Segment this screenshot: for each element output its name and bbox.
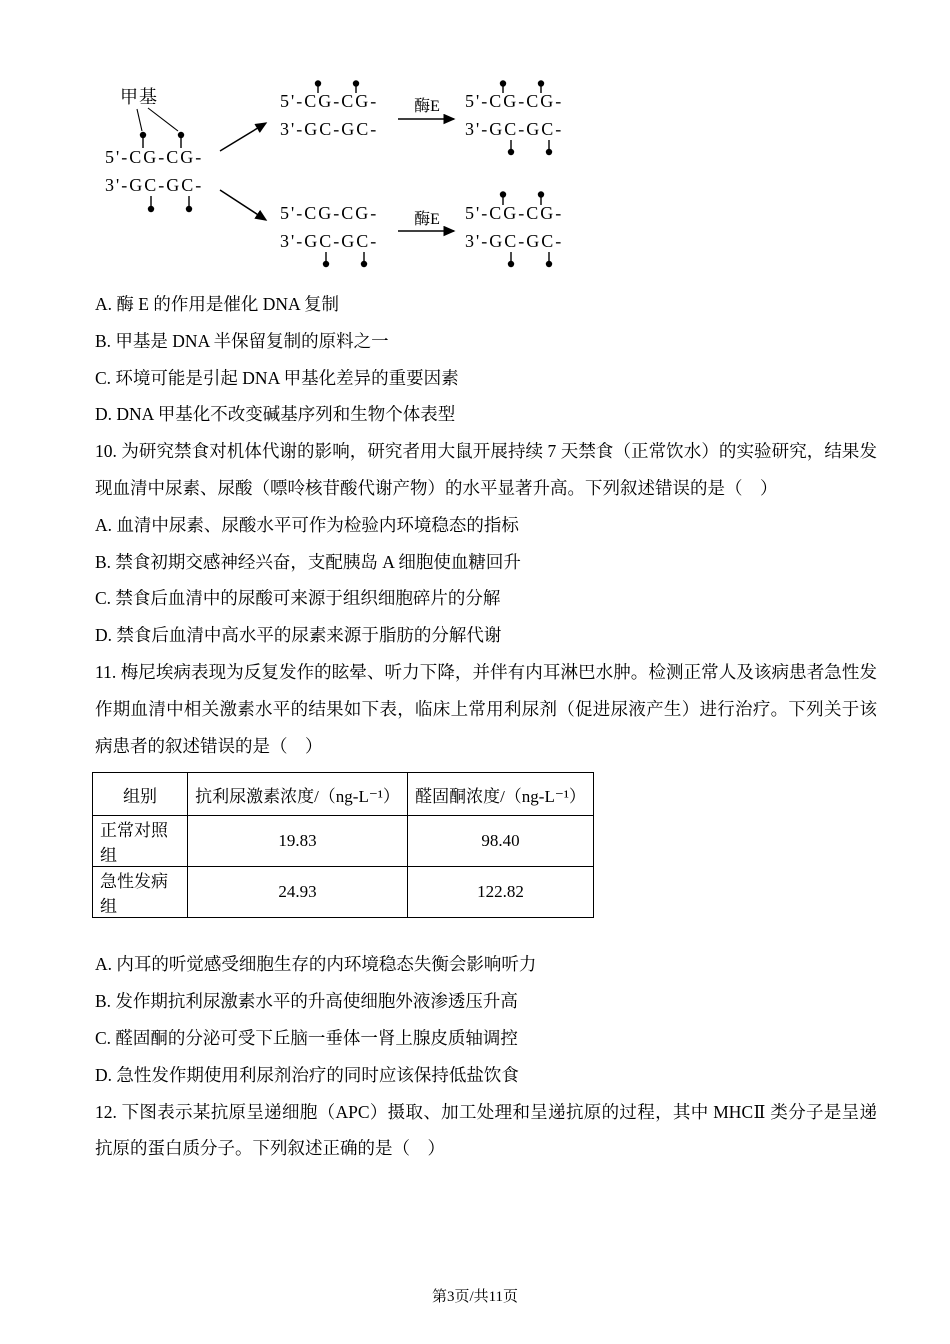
table-header-group: 组别	[93, 773, 188, 816]
strand-5-label: 5'-CG-CG-	[105, 147, 204, 167]
question-11-option-d: D. 急性发作期使用利尿剂治疗的同时应该保持低盐饮食	[95, 1064, 519, 1085]
methyl-pointer-line	[137, 109, 142, 131]
strand-3-label: 3'-GC-GC-	[105, 175, 204, 195]
methyl-mark-icon	[546, 140, 552, 155]
question-10-option-c: C. 禁食后血清中的尿酸可来源于组织细胞碎片的分解	[95, 588, 501, 609]
content-area	[95, 0, 877, 1167]
branch-arrow-bottom	[220, 190, 266, 220]
question-11-option-c: C. 醛固酮的分泌可受下丘脑一垂体一肾上腺皮质轴调控	[95, 1027, 518, 1048]
question-10-option-a: A. 血清中尿素、尿酸水平可作为检验内环境稳态的指标	[95, 514, 519, 535]
question-10-option-b: B. 禁食初期交感神经兴奋，支配胰岛 A 细胞使血糖回升	[95, 551, 521, 572]
table-header-adh: 抗利尿激素浓度/（ng-L⁻¹）	[188, 773, 408, 816]
hormone-table	[92, 772, 594, 918]
question-9-option-c: C. 环境可能是引起 DNA 甲基化差异的重要因素	[95, 367, 459, 388]
table-cell-group: 急性发病组	[93, 867, 188, 918]
question-9-option-a: A. 酶 E 的作用是催化 DNA 复制	[95, 294, 340, 314]
page-number: 第3页/共11页	[431, 1289, 519, 1305]
strand-5-label: 5'-CG-CG-	[465, 91, 564, 111]
table-header-row	[93, 773, 594, 816]
methyl-group-label: 甲基	[120, 87, 158, 107]
question-10-option-d: D. 禁食后血清中高水平的尿素来源于脂肪的分解代谢	[95, 625, 502, 646]
methyl-mark-icon	[508, 252, 514, 267]
methyl-mark-icon	[178, 132, 184, 148]
table-cell-adh-value: 24.93	[188, 867, 408, 918]
table-cell-aldosterone-value: 98.40	[408, 816, 594, 867]
methyl-mark-icon	[361, 252, 367, 267]
result-duplex-bottom	[465, 191, 563, 267]
enzyme-label: 酶E	[414, 98, 440, 115]
question-9-option-b: B. 甲基是 DNA 半保留复制的原料之一	[95, 330, 389, 351]
methyl-mark-icon	[186, 196, 192, 212]
strand-3-label: 3'-GC-GC-	[465, 119, 564, 139]
table-cell-aldosterone-value: 122.82	[408, 867, 594, 918]
question-10-stem: 10. 为研究禁食对机体代谢的影响，研究者用大鼠开展持续 7 天禁食（正常饮水）的实验研究，结果发现血清中尿素、尿酸（嘌呤核苷酸代谢产物）的水平显著升高。下列叙述错误的是（ ）	[95, 441, 877, 498]
methyl-mark-icon	[508, 140, 514, 155]
methyl-mark-icon	[546, 252, 552, 267]
result-duplex-top	[465, 80, 563, 155]
daughter-duplex-top	[280, 80, 378, 139]
daughter-duplex-bottom	[280, 203, 378, 267]
strand-3-label: 3'-GC-GC-	[280, 119, 379, 139]
table-cell-adh-value: 19.83	[188, 816, 408, 867]
strand-5-label: 5'-CG-CG-	[280, 91, 379, 111]
question-11-stem: 11. 梅尼埃病表现为反复发作的眩晕、听力下降，并伴有内耳淋巴水肿。检测正常人及该病患者急性发作期血清中相关激素水平的结果如下表，临床上常用利尿剂（促进尿液产生）进行治疗。下列关于该病患者的叙述错误的是（ ）	[95, 661, 877, 756]
question-12-stem: 12. 下图表示某抗原呈递细胞（APC）摄取、加工处理和呈递抗原的过程，其中 MHCⅡ 类分子是呈递抗原的蛋白质分子。下列叙述正确的是（ ）	[95, 1101, 877, 1159]
strand-5-label: 5'-CG-CG-	[280, 203, 379, 223]
methyl-mark-icon	[140, 132, 146, 148]
branch-arrow-top	[220, 123, 266, 151]
methyl-mark-icon	[323, 252, 329, 267]
question-11-option-a: A. 内耳的听觉感受细胞生存的内环境稳态失衡会影响听力	[95, 954, 537, 975]
table-row	[93, 867, 594, 918]
table-header-aldosterone: 醛固酮浓度/（ng-L⁻¹）	[408, 773, 594, 816]
strand-3-label: 3'-GC-GC-	[280, 231, 379, 251]
strand-3-label: 3'-GC-GC-	[465, 231, 564, 251]
enzyme-label: 酶E	[414, 211, 440, 228]
strand-5-label: 5'-CG-CG-	[465, 203, 564, 223]
methyl-pointer-line	[148, 108, 178, 131]
parent-duplex	[105, 132, 203, 212]
dna-methylation-diagram	[95, 78, 645, 278]
question-11-option-b: B. 发作期抗利尿激素水平的升高使细胞外液渗透压升高	[95, 991, 518, 1012]
methyl-mark-icon	[148, 196, 154, 212]
table-cell-group: 正常对照组	[93, 816, 188, 867]
table-row	[93, 816, 594, 867]
question-9-option-d: D. DNA 甲基化不改变碱基序列和生物个体表型	[95, 404, 456, 425]
